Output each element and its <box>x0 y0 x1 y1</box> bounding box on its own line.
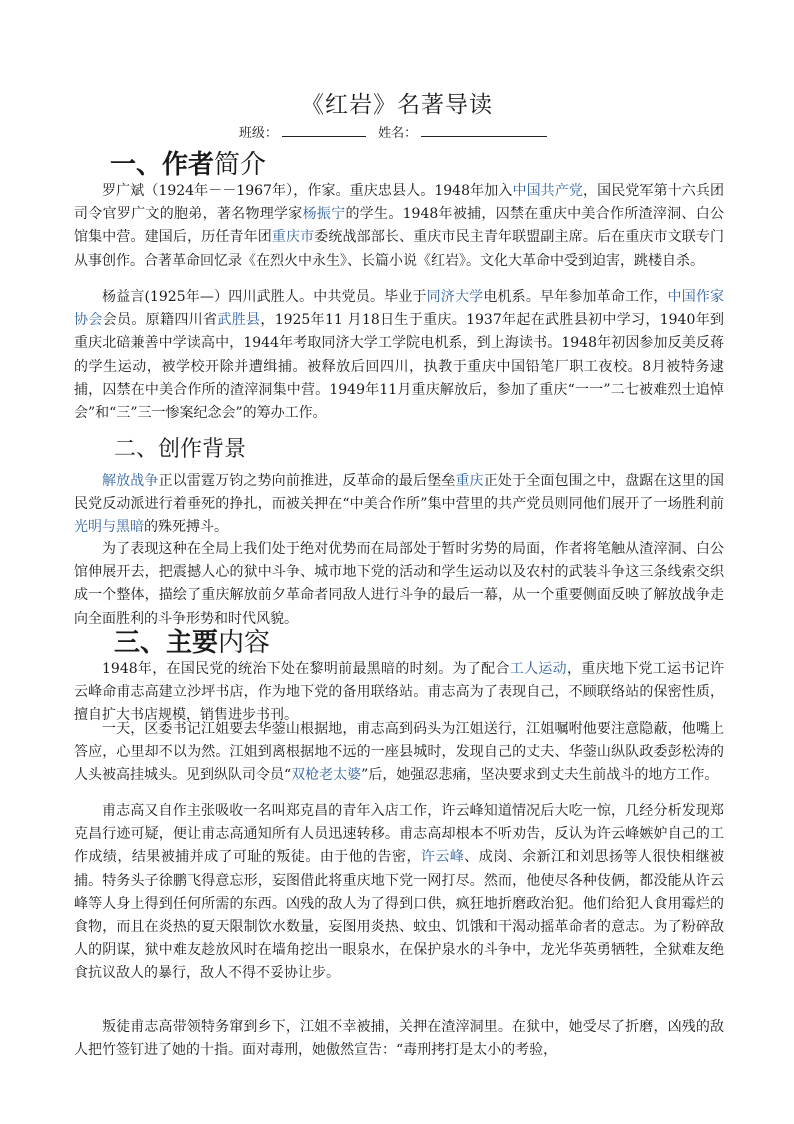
paragraph-author-yang: 杨益言(1925年—）四川武胜人。中共党员。毕业于同济大学电机系。早年参加革命工作，中国作家协会会员。原籍四川省武胜县，1925年11 月18日生于重庆。1937年起在武胜县初中学习，1940年到重庆北碚兼善中学读高中，1944年考取同济大学工学院电机系，到上海读书。1948年初因参加反美反蒋的学生运动，被学校开除并遭缉捕。被释放后回四川，执教于重庆中国铅笔厂职工夜校。8月被特务逮捕，囚禁在中美合作所的渣滓洞集中营。1949年11月重庆解放后，参加了重庆“一一”二七被难烈士追悼会”和“三”三一惨案纪念会”的筹办工作。 <box>74 289 725 422</box>
link-yang-zhenning[interactable]: 杨振宁 <box>302 206 346 223</box>
link-chongqing-city[interactable]: 重庆市 <box>271 229 315 246</box>
link-liberation-war[interactable]: 解放战争 <box>102 473 159 489</box>
paragraph-content-2: 一天，区委书记江姐要去华蓥山根据地，甫志高到码头为江姐送行，江姐嘱咐他要注意隐蔽，他嘴上答应，心里却不以为然。江姐到离根据地不远的一座县城时，发现自己的丈夫、华蓥山纵队政委彭松涛的人头被高挂城头。见到纵队司令员“双枪老太婆”后，她强忍悲痛，坚决要求到丈夫生前战斗的地方工作。 <box>74 721 724 784</box>
page-title: 《红岩》名著导读 <box>301 92 493 118</box>
class-label: 班级： <box>238 126 278 141</box>
link-chongqing[interactable]: 重庆 <box>455 473 484 489</box>
link-writers-association[interactable]: 中国作家协会 <box>74 289 725 329</box>
link-labor-movement[interactable]: 工人运动 <box>509 661 567 677</box>
name-blank[interactable] <box>421 124 547 137</box>
link-double-gun-granny[interactable]: 双枪老太婆 <box>291 767 362 784</box>
class-blank[interactable] <box>282 124 366 137</box>
link-light-and-dark[interactable]: 光明与黑暗 <box>74 519 144 536</box>
name-label: 姓名： <box>378 126 418 141</box>
link-tongji-university[interactable]: 同济大学 <box>426 289 484 305</box>
paragraph-content-4: 叛徒甫志高带领特务窜到乡下，江姐不幸被捕，关押在渣滓洞里。在狱中，她受尽了折磨，凶残的敌人把竹签钉进了她的十指。面对毒刑，她傲然宣告：“毒刑拷打是太小的考验， <box>74 1019 724 1059</box>
link-xu-yunfeng[interactable]: 许云峰 <box>420 849 465 866</box>
section-heading-content: 三、主要内容 <box>114 628 271 658</box>
paragraph-background-2: 为了表现这种在全局上我们处于绝对优势而在局部处于暂时劣势的局面，作者将笔触从渣滓洞、白公馆伸展开去，把震撼人心的狱中斗争、城市地下党的活动和学生运动以及农村的武装斗争这三条线索交织成一个整体，描绘了重庆解放前夕革命者同敌人进行斗争的最后一幕，从一个重要侧面反映了解放战争走向全面胜利的斗争形势和时代风貌。 <box>74 541 724 627</box>
paragraph-content-1: 1948年，在国民党的统治下处在黎明前最黑暗的时刻。为了配合工人运动，重庆地下党工运书记许云峰命甫志高建立沙坪书店，作为地下党的备用联络站。甫志高为了表现自己，不顾联络站的保密性质，擅自扩大书店规模，销售进步书刊。 <box>74 661 725 724</box>
paragraph-content-3: 甫志高又自作主张吸收一名叫郑克昌的青年入店工作，许云峰知道情况后大吃一惊，几经分析发现郑克昌行迹可疑，便让甫志高通知所有人员迅速转移。甫志高却根本不听劝告，反认为许云峰嫉妒自己的工作成绩，结果被捕并成了可耻的叛徒。由于他的告密，许云峰、成岗、余新江和刘思扬等人很快相继被捕。特务头子徐鹏飞得意忘形，妄图借此将重庆地下党一网打尽。然而，他使尽各种伎俩，都没能从许云峰等人身上得到任何所需的东西。凶残的敌人为了得到口供，疯狂地折磨政治犯。他们给犯人食用霉烂的食物，而且在炎热的夏天限制饮水数量，妄图用炎热、蚊虫、饥饿和干渴动摇革命者的意志。为了粉碎敌人的阴谋，狱中难友趁放风时在墙角挖出一眼泉水，在保护泉水的斗争中，龙光华英勇牺牲，全狱难友绝食抗议敌人的暴行，敌人不得不妥协让步。 <box>74 803 725 982</box>
link-wusheng-county[interactable]: 武胜县 <box>217 312 261 329</box>
paragraph-author-luo: 罗广斌（1924年－－1967年），作家。重庆忠县人。1948年加入中国共产党，国民党军第十六兵团司令官罗广文的胞弟，著名物理学家杨振宁的学生。1948年被捕，囚禁在重庆中美合作所渣滓洞、白公馆集中营。建国后，历任青年团重庆市委统战部部长、重庆市民主青年联盟副主席。后在重庆市文联专门从事创作。合著革命回忆录《在烈火中永生》、长篇小说《红岩》。文化大革命中受到迫害，跳楼自杀。 <box>74 183 725 269</box>
paragraph-background-1: 解放战争正以雷霆万钧之势向前推进，反革命的最后堡垒重庆正处于全面包围之中，盘踞在这里的国民党反动派进行着垂死的挣扎，而被关押在“中美合作所”集中营里的共产党员则同他们展开了一场胜利前光明与黑暗的殊死搏斗。 <box>74 473 725 536</box>
section-heading-background: 二、创作背景 <box>114 437 247 462</box>
section-heading-author: 一、作者简介 <box>110 150 267 180</box>
student-info-line <box>0 122 794 141</box>
link-ccp[interactable]: 中国共产党 <box>512 183 584 199</box>
